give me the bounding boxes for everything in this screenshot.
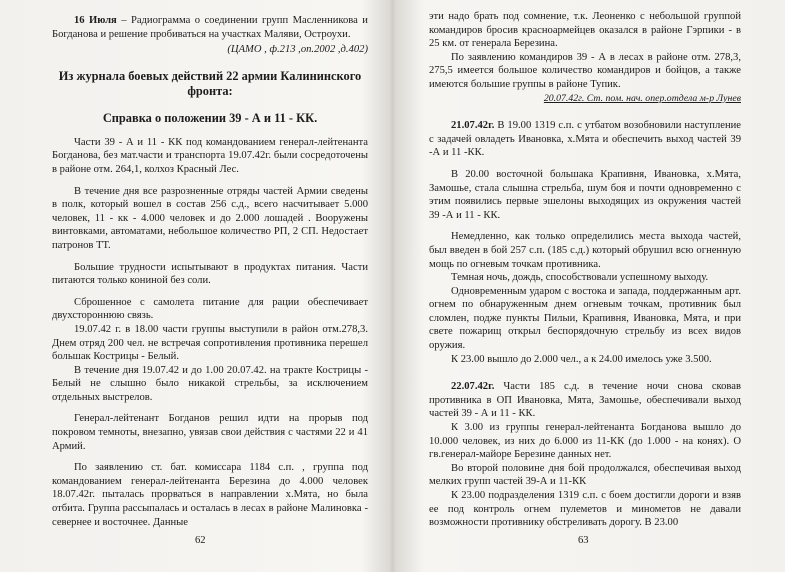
paragraph: К 23.00 вышло до 2.000 чел., а к 24.00 имелось уже 3.500. [451,353,712,365]
right-page [393,0,785,572]
spravka-heading: Справка о положении 39 - А и 11 - КК. [102,110,318,125]
paragraph: Сброшенное с самолета питание для рации обеспечивает двухстороннюю связь. [52,296,368,322]
paragraph: Темная ночь, дождь, способствовали успешному выходу. [451,272,709,284]
paragraph: К 23.00 подразделения 1319 с.п. с боем достигли дороги и взяв ее под контроль огнем пулеметов и минометов не давали возможности противнику обстреливать дорогу. В 23.00 [429,490,741,529]
signature-line: 20.07.42г. Ст. пом. нач. опер.отдела м-р Лунев [543,92,741,104]
entry-2107 [429,119,741,160]
entry-date: 22.07.42г. [451,381,495,393]
paragraph: Большие трудности испытывают в продуктах питания. Части питаются только кониной без соли. [52,261,368,287]
page-number: 63 [578,535,589,546]
entry-date: 21.07.42г. [451,120,495,132]
paragraph: 19.07.42 г. в 18.00 части группы выступили в район отм.278,3. Днем отряд 200 чел. не встречая сопротивления противника перешел большак Кострицы - Белый. [52,323,368,363]
paragraph: Генерал-лейтенант Богданов решил идти на прорыв под покровом темноты, внезапно, увязав свои действия с частями 22 и 41 Армий. [52,413,368,452]
archive-citation: (ЦАМО , ф.213 ,оп.2002 ,д.402) [227,44,368,56]
paragraph: эти надо брать под сомнение, т.к. Леоненко с небольшой группой командиров бросив красноармейцев оказался в районе Гэрпики - в 25 км. от генерала Березина. [429,11,741,50]
left-page [0,0,392,572]
paragraph: Одновременным ударом с востока и запада, поддержанным арт. огнем по обнаруженным днем огневым точкам, противник был сломлен, подже пункты Пилыи, Крапивня, Ивановка, Мята, и при свете пожарищ открыл беспорядочную стрельбу из всех видов оружия. [429,285,741,352]
paragraph: Во второй половине дня бой продолжался, обеспечивая выход мелких групп частей 39-А и 11-КК [429,462,741,488]
entry-text: Части 185 с.д. в течение ночи снова сковав противника в ОП Ивановка, Мята, Замошье, обеспечивали выход частей 39 - А и 11 - КК. [429,381,741,420]
page-number: 62 [195,535,206,546]
entry-text: В 19.00 1319 с.п. с утбатом возобновили наступление с задачей овладеть Ивановка, х.Мята и обеспечить выход частей 39 -А и 11 -КК. [429,120,741,159]
entry-date: 16 Июля [74,15,117,26]
entry-2207 [429,380,741,421]
paragraph: В течение дня все разрозненные отряды частей Армии сведены в полк, который вошел в состав 256 с.д., всего насчитывает 5.000 человек, 11 - кк - 4.000 человек и до 2.000 лошадей . Вооружены винтовками, автоматами, небольшое количество РП, 2 СП. Недостает патронов ТТ. [52,185,368,251]
paragraph: По заявлению ст. бат. комиссара 1184 с.п. , группа под командованием генерал-лейтенанта Березина до 4.000 человек 18.07.42г. пыталась прорваться в направлении х.Мята, но была отбита. Группа рассыпалась и осталась в лесах в районе Малиновка - севернее и восточнее. Данные [52,462,368,528]
paragraph: В течение дня 19.07.42 и до 1.00 20.07.42. на тракте Кострицы - Белый не слышно было никакой стрельбы, за исключением отдельных выстрелов. [52,364,368,403]
entry-1607 [52,14,368,41]
paragraph: К 3.00 из группы генерал-лейтенанта Богданова вышло до 10.000 человек, из них до 6.000 из 11-КК (до 1.000 - на конях). О гв.генерал-майоре Березине данных нет. [429,422,741,461]
paragraph: По заявлению командиров 39 - А в лесах в районе отм. 278,3, 275,5 имеется большое количество командиров и бойцов, а также имеются большие группы в районе Тупик. [429,51,741,90]
journal-heading: Из журнала боевых действий 22 армии Калининского фронта: [58,68,362,98]
paragraph: Части 39 - А и 11 - КК под командованием генерал-лейтенанта Богданова, без мат.части и транспорта 19.07.42г. были сосредоточены в районе отм. 264,1, колхоз Красный Лес. [52,136,368,175]
entry-text: – Радиограмма о соединении групп Масленникова и Богданова и решение пробиваться на участках Маляви, Остроухи. [52,15,368,40]
paragraph: Немедленно, как только определились места выхода частей, был введен в бой 257 с.п. (185 с.д.) который обрушил всю огненную мощь по огневым точкам противника. [429,231,741,270]
paragraph: В 20.00 восточной большака Крапивня, Ивановка, х.Мята, Замошье, стала слышна стрельба, шум боя и почти одновременно с этим появились первые эшелоны выходящих из окружения частей 39 -А и 11 - КК. [429,168,741,221]
